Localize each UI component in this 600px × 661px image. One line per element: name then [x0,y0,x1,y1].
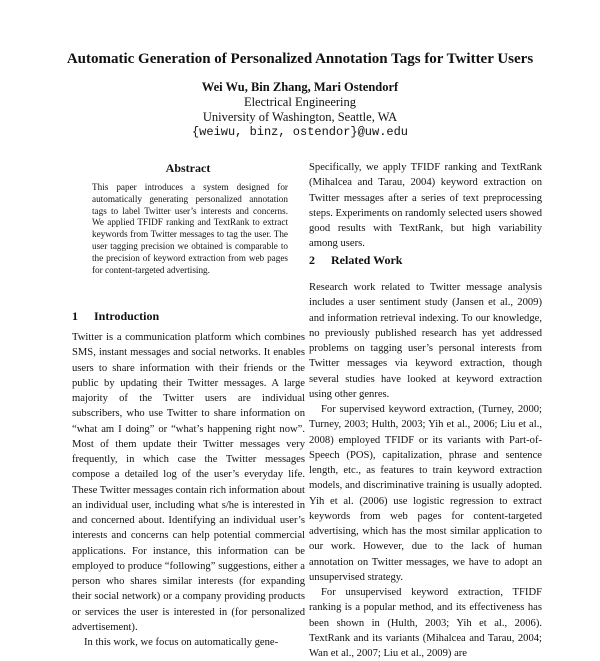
paragraph: For unsupervised keyword extraction, TFIDF ranking is a popular method, and its effectiveness has been shown in (Hulth, 2003; Yih et al., 2006). TextRank and its variants (Mihalcea and Tarau, 2004; Wan et al., 2007; Liu et al., 2009) are [309,587,542,659]
paragraph: In this work, we focus on automatically gene- [84,637,279,648]
author-department: Electrical Engineering [243,95,357,109]
section-number: 2 [309,253,315,267]
paragraph: Specifically, we apply TFIDF ranking and TextRank (Mihalcea and Tarau, 2004) keyword extraction on Twitter messages after a series of text preprocessing steps. Experiments on randomly selected users showed good results with TextRank, but high variability among users. [309,162,542,250]
section-title: Related Work [331,253,403,267]
paragraph: Research work related to Twitter message analysis includes a user sentiment study (Jansen et al., 2009) and information retrieval indexing. To our knowledge, no previously published research has yet addressed problems on tagging user’s personal interests from Twitter messages via keyword extraction, though several studies have looked at keyword extraction using other genres. [309,282,542,400]
section-heading-introduction [72,309,159,324]
paragraph: For supervised keyword extraction, (Turney, 2000; Turney, 2003; Hulth, 2003; Yih et al., 2006; Liu et al., 2008) employed TFIDF or its variants with Part-of-Speech (POS), capitalization, phrase and sentence length, etc., as features to train keyword extraction models, and discriminative training is usually adopted. Yih et al. (2006) use logistic regression to extract keywords from web pages for content-targeted advertising, which has the most similar application to our work. However, due to the lack of human annotation on Twitter messages, we have to adopt an unsupervised strategy. [309,404,542,583]
section-title: Introduction [94,309,160,323]
introduction-body [72,330,305,650]
section-number: 1 [72,309,78,323]
author-university: University of Washington, Seattle, WA [202,110,398,124]
author-block [0,80,600,140]
paragraph: Twitter is a communication platform which combines SMS, instant messages and social networks. It enables users to share information with their friends or the public by updating their Twitter messages. A large majority of the Twitter users are individual subscribers, who use Twitter to share information on “what am I doing” or “what’s happening right now”. Most of them update their Twitter messages very frequently, in which case the Twitter messages compose a detailed log of the user’s everyday life. These Twitter messages contain rich information about an individual user, including what s/he is interested in and concerned about. Identifying an individual user’s interests and concerns can help potential commercial applications. For instance, this information can be employed to produce “following” suggestions, either a person who shares similar interests (for expanding their social network) or a company providing products or services the user is interested in (for personalized advertisement). [72,332,305,633]
paper-title: Automatic Generation of Personalized Annotation Tags for Twitter Users [66,51,534,67]
abstract-heading: Abstract [165,161,211,175]
abstract-text: This paper introduces a system designed for automatically generating personalized annotation tags to label Twitter user’s interests and concerns. We applied TFIDF ranking and TextRank to extract keywords from Twitter messages to tag the user. The user tagging precision we obtained is comparable to the precision of keyword extraction from web pages for content-targeted advertising. [92,182,288,275]
author-names: Wei Wu, Bin Zhang, Mari Ostendorf [201,80,399,94]
related-work-body [309,280,542,661]
section-heading-related-work [309,253,402,268]
introduction-continued [309,160,542,252]
author-email: {weiwu, binz, ostendor}@uw.edu [191,125,409,139]
